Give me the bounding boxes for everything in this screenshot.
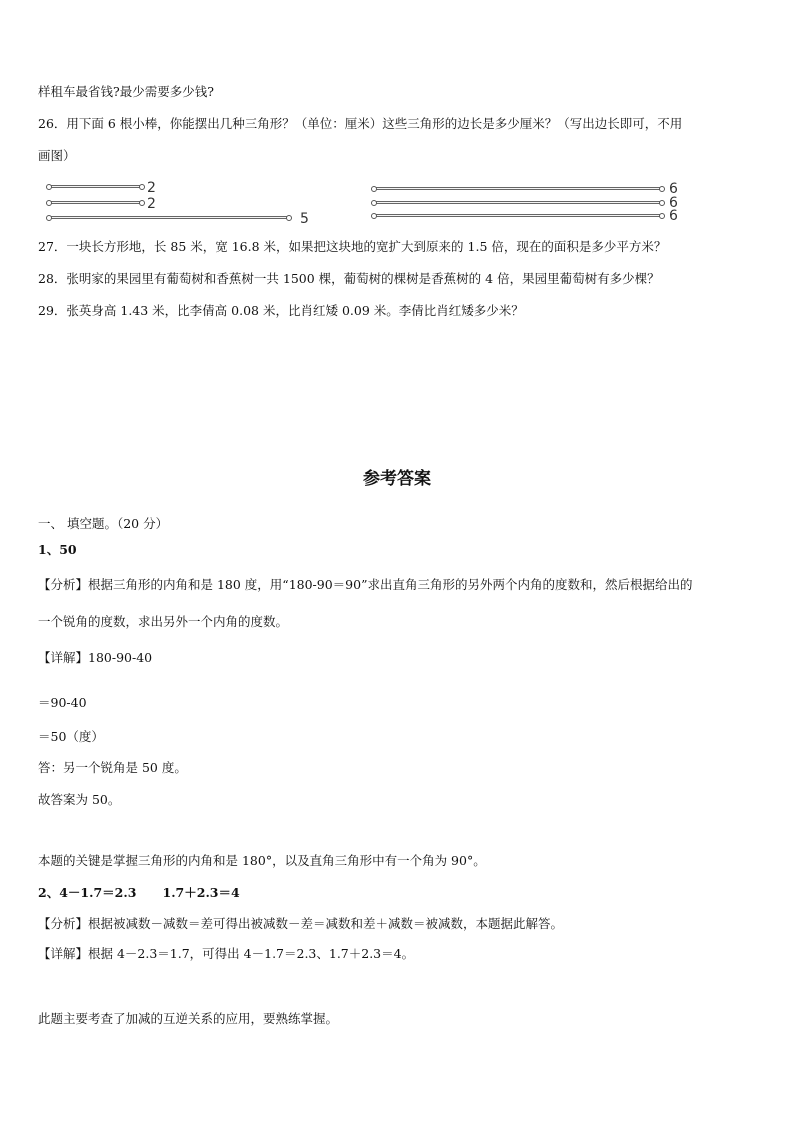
question-26-line2: 画图） [38, 148, 76, 163]
answer-2-detail: 【详解】根据 4－2.3＝1.7，可得出 4－1.7＝2.3、1.7＋2.3＝4。 [38, 946, 415, 961]
stick-6cm-a [373, 187, 663, 190]
question-25-tail: 样租车最省钱?最少需要多少钱? [38, 84, 214, 99]
stick-6cm-c [373, 214, 663, 217]
section-heading: 一、 填空题。（20 分） [38, 516, 169, 531]
answer-1-detail-line2: ＝90-40 [38, 695, 87, 710]
stick-2cm-a [48, 185, 143, 188]
stick-6cm-b [373, 201, 663, 204]
question-28: 28．张明家的果园里有葡萄树和香蕉树一共 1500 棵，葡萄树的棵树是香蕉树的 4 倍，果园里葡萄树有多少棵？ [38, 271, 660, 286]
answer-1-detail-line1: 【详解】180-90-40 [38, 650, 153, 665]
answer-1-detail-line3: ＝50（度） [38, 729, 104, 744]
stick-label: 2 [147, 180, 156, 196]
stick-label: 6 [669, 208, 678, 224]
question-27: 27．一块长方形地，长 85 米，宽 16.8 米，如果把这块地的宽扩大到原来的 1.5 倍，现在的面积是多少平方米？ [38, 239, 667, 254]
answer-1-key-point: 本题的关键是掌握三角形的内角和是 180°，以及直角三角形中有一个角为 90°。 [38, 853, 486, 868]
stick-label: 2 [147, 196, 156, 212]
stick-2cm-b [48, 201, 143, 204]
answers-title: 参考答案 [363, 469, 431, 489]
stick-label: 5 [300, 211, 309, 227]
question-26-line1: 26．用下面 6 根小棒，你能摆出几种三角形？（单位：厘米）这些三角形的边长是多少厘米？（写出边长即可，不用 [38, 116, 683, 131]
stick-label: 6 [669, 181, 678, 197]
answer-2-head: 2、4－1.7＝2.3 1.7＋2.3＝4 [38, 885, 240, 900]
stick-label: 6 [669, 195, 678, 211]
answer-2-analysis: 【分析】根据被减数－减数＝差可得出被减数－差＝减数和差＋减数＝被减数，本题据此解答。 [38, 916, 564, 931]
answer-2-key-point: 此题主要考查了加减的互逆关系的应用，要熟练掌握。 [38, 1011, 339, 1026]
answer-1-analysis-line1: 【分析】根据三角形的内角和是 180 度，用“180-90＝90”求出直角三角形的另外两个内角的度数和，然后根据给出的 [38, 577, 693, 592]
answer-1-statement: 答：另一个锐角是 50 度。 [38, 760, 187, 775]
answer-1-final: 故答案为 50。 [38, 792, 121, 807]
answer-1-head: 1、50 [38, 542, 77, 557]
question-29: 29．张英身高 1.43 米，比李倩高 0.08 米，比肖红矮 0.09 米。李倩比肖红矮多少米？ [38, 303, 524, 318]
answer-1-analysis-line2: 一个锐角的度数，求出另外一个内角的度数。 [38, 614, 289, 629]
stick-5cm [48, 216, 290, 219]
